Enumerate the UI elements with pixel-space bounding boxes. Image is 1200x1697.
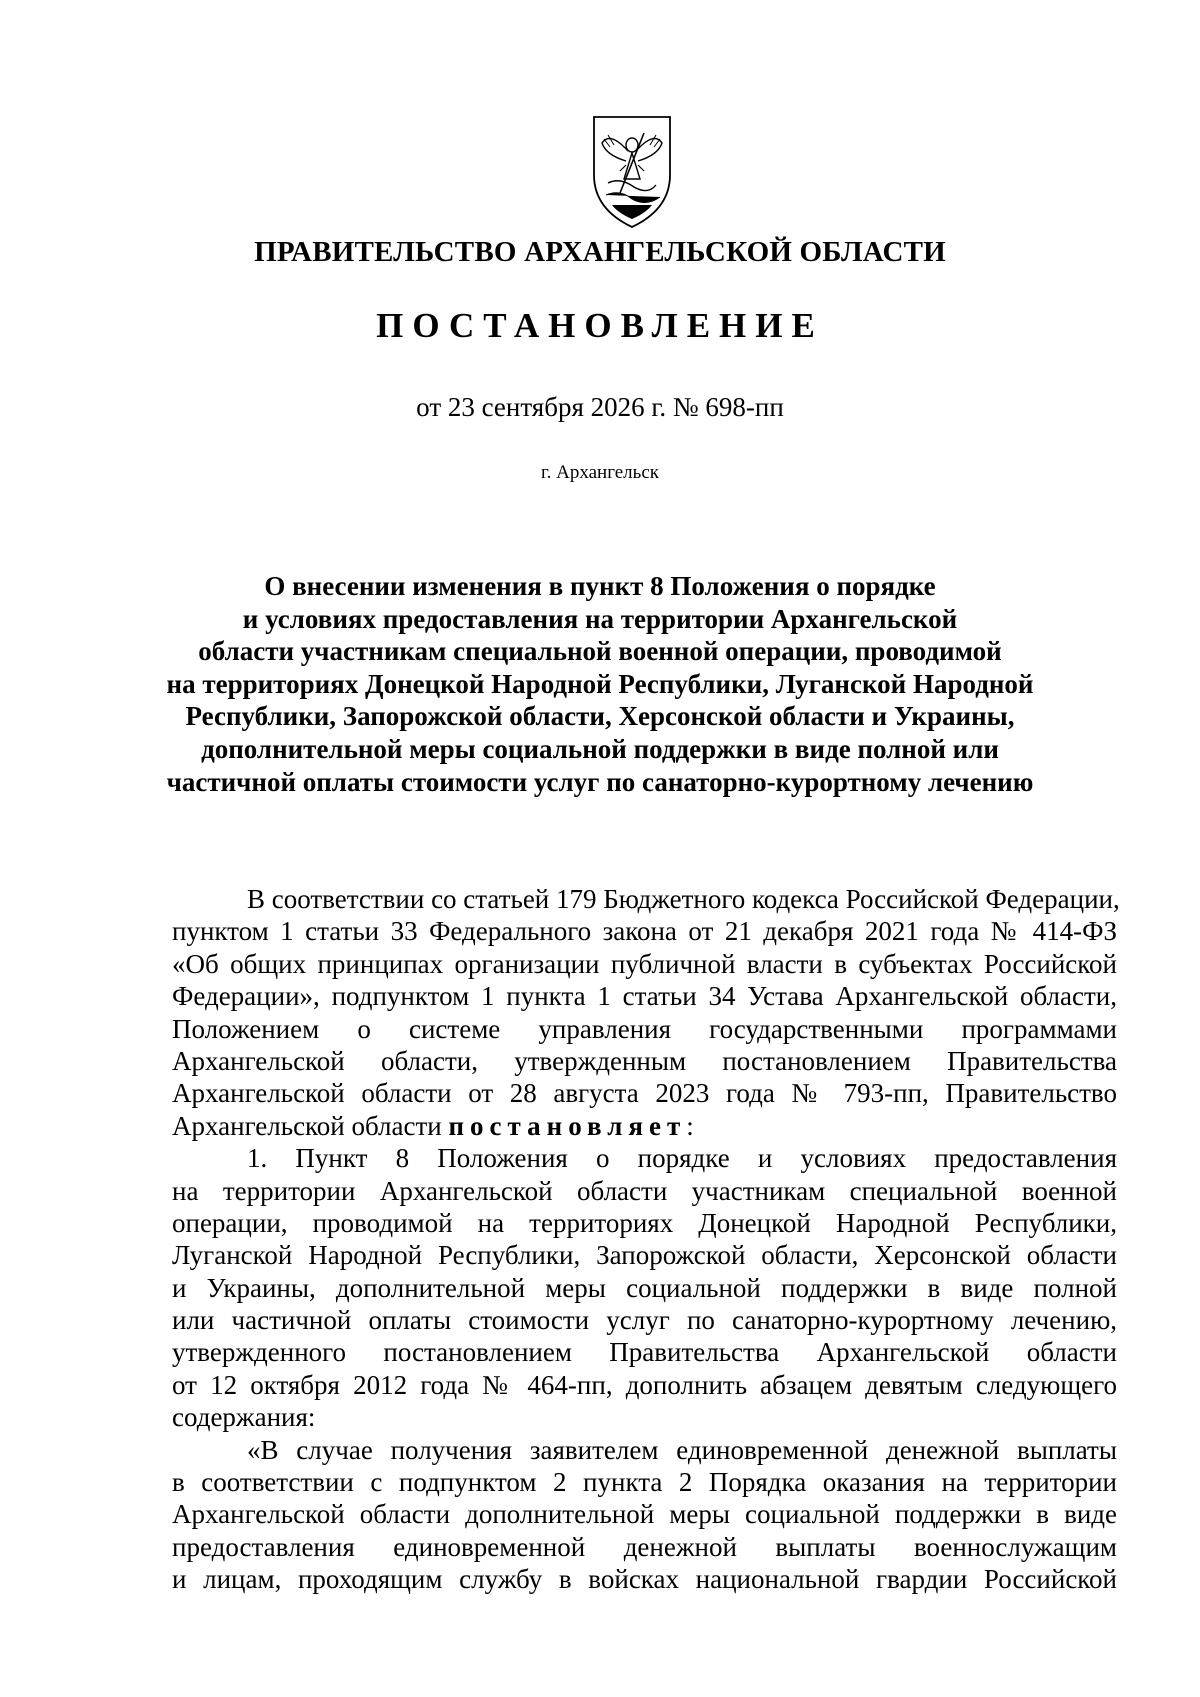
body-line: или частичной оплаты стоимости услуг по санаторно-курортному лечению, <box>172 1305 1117 1336</box>
body-line: от 12 октября 2012 года № 464-пп, дополнить абзацем девятым следующего <box>172 1369 1117 1400</box>
document-body <box>172 883 1120 1596</box>
title-line: Республики, Запорожской области, Херсонской области и Украины, <box>185 701 1015 732</box>
body-line: Федерации», подпунктом 1 пункта 1 статьи 34 Устава Архангельской области, <box>172 981 1117 1012</box>
body-line: и лицам, проходящим службу в войсках национальной гвардии Российской <box>172 1564 1117 1595</box>
title-line: О внесении изменения в пункт 8 Положения о порядке <box>264 571 936 601</box>
body-line: Архангельской области, утвержденным постановлением Правительства <box>172 1045 1117 1076</box>
body-line: Луганской Народной Республики, Запорожской области, Херсонской области <box>172 1240 1117 1271</box>
body-line: утвержденного постановлением Правительства Архангельской области <box>172 1337 1117 1368</box>
title-line: частичной оплаты стоимости услуг по санаторно-курортному лечению <box>166 766 1034 797</box>
document-title <box>150 570 1050 798</box>
organization-name: ПРАВИТЕЛЬСТВО АРХАНГЕЛЬСКОЙ ОБЛАСТИ <box>254 236 946 268</box>
body-line: предоставления единовременной денежной выплаты военнослужащим <box>172 1531 1117 1562</box>
body-line: 1. Пункт 8 Положения о порядке и условиях предоставления <box>247 1143 1117 1174</box>
title-line: и условиях предоставления на территории Архангельской <box>242 603 958 634</box>
body-line-suffix: : <box>686 1110 694 1141</box>
coat-of-arms-emblem <box>590 113 674 231</box>
body-line: В соответствии со статьей 179 Бюджетного кодекса Российской Федерации, <box>247 884 1120 914</box>
body-line: «Об общих принципах организации публичной власти в субъектах Российской <box>172 948 1117 979</box>
body-line: Архангельской области дополнительной меры социальной поддержки в виде <box>172 1499 1117 1530</box>
body-line: операции, проводимой на территориях Донецкой Народной Республики, <box>172 1207 1117 1238</box>
title-line: области участникам специальной военной операции, проводимой <box>198 636 1002 667</box>
title-line: на территориях Донецкой Народной Республики, Луганской Народной <box>166 668 1034 699</box>
body-line: в соответствии с подпунктом 2 пункта 2 Порядка оказания на территории <box>172 1467 1117 1498</box>
body-line: пунктом 1 статьи 33 Федерального закона от 21 декабря 2021 года № 414-ФЗ <box>172 916 1117 947</box>
body-line-prefix: Архангельской области <box>172 1110 449 1141</box>
body-line: содержания: <box>172 1402 316 1433</box>
body-line-resolves <box>172 1110 1117 1142</box>
body-line: на территории Архангельской области участникам специальной военной <box>172 1175 1117 1206</box>
title-line: дополнительной меры социальной поддержки в виде полной или <box>201 733 999 764</box>
document-date-number: от 23 сентября 2026 г. № 698-пп <box>416 392 784 422</box>
resolves-word: постановляет <box>448 1110 687 1141</box>
document-city: г. Архангельск <box>540 462 659 483</box>
body-line: и Украины, дополнительной меры социальной поддержки в виде полной <box>172 1272 1117 1303</box>
document-type: ПОСТАНОВЛЕНИЕ <box>376 306 824 345</box>
body-line: «В случае получения заявителем единовременной денежной выплаты <box>247 1434 1117 1465</box>
body-line: Положением о системе управления государственными программами <box>172 1013 1117 1044</box>
body-line: Архангельской области от 28 августа 2023 года № 793-пп, Правительство <box>172 1078 1117 1109</box>
